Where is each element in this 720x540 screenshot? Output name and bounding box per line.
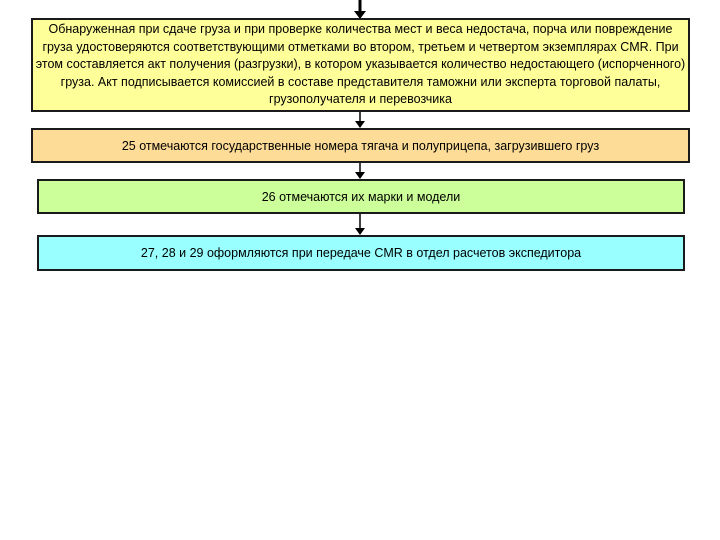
flow-box-field-25 xyxy=(31,128,690,163)
flow-box-fields-27-29-text: 27, 28 и 29 оформляются при передаче CMR в отдел расчетов экспедитора xyxy=(140,246,582,260)
flow-box-damage-report-text: Обнаруженная при сдаче груза и при проверке количества мест и веса недостача, порча или повреждение груза удостоверяются соответствующими отметками во втором, третьем и четвертом экземплярах CMR. При этом составляется акт получения (разгрузки), в котором указывается количество недостающего (испорченного) груза. Акт подписывается комиссией в составе представителя таможни или эксперта торговой палаты, грузополучателя и перевозчика xyxy=(35,22,686,107)
arrowhead-2-3 xyxy=(355,172,365,179)
arrowhead-3-4 xyxy=(355,228,365,235)
arrowhead-1-2 xyxy=(355,121,365,128)
flow-box-damage-report xyxy=(31,18,690,112)
flow-box-field-25-text: 25 отмечаются государственные номера тягача и полуприцепа, загрузившего груз xyxy=(121,138,600,153)
flow-box-fields-27-29 xyxy=(37,235,685,271)
flow-box-field-26 xyxy=(37,179,685,214)
flow-box-field-26-text: 26 отмечаются их марки и модели xyxy=(261,189,461,204)
